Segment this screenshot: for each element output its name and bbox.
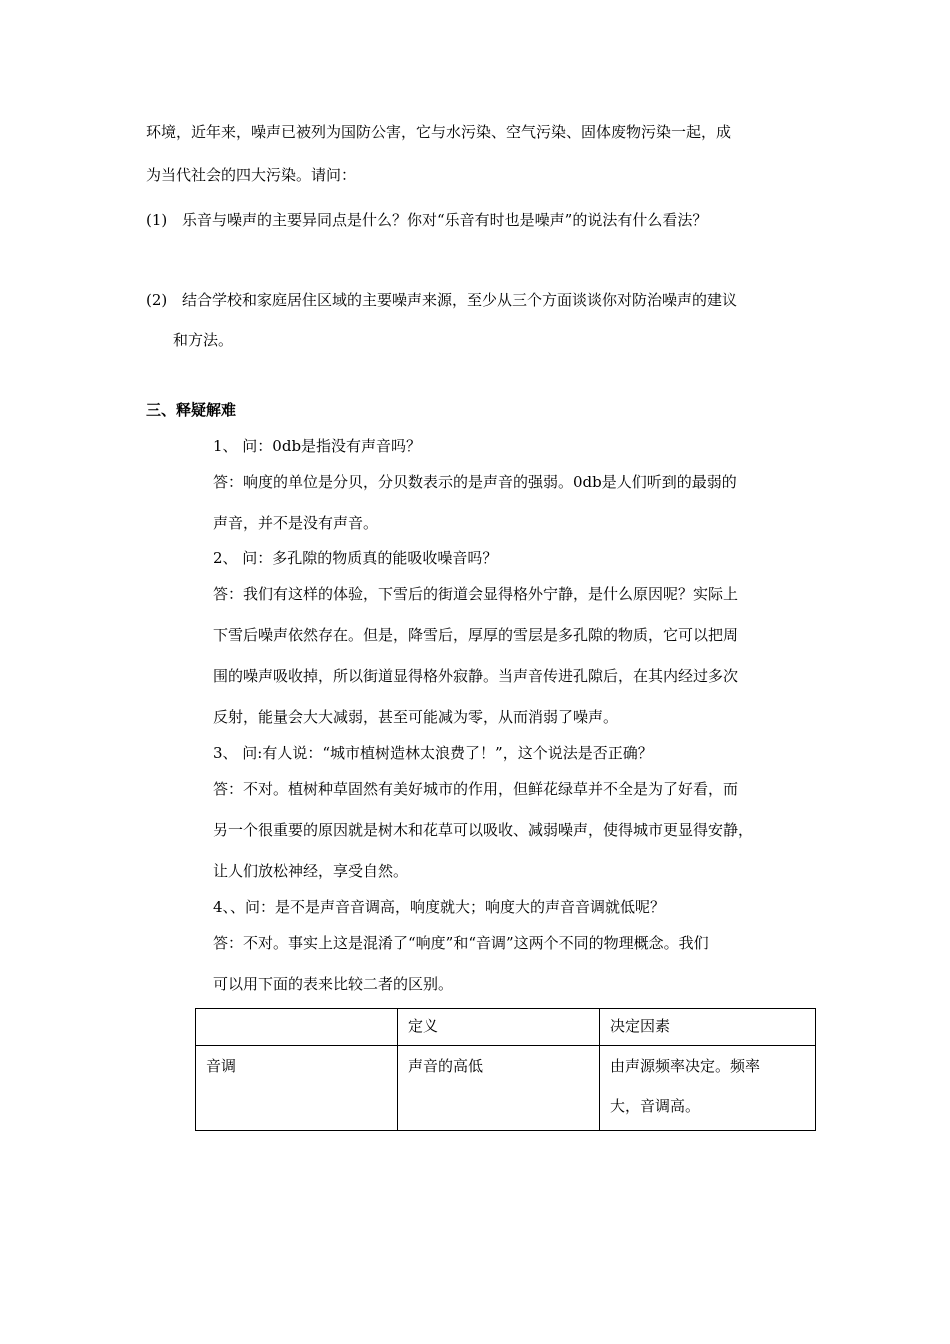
table-cell-factor: [600, 1046, 816, 1131]
qa-4-answer-line-1: 答：不对。事实上这是混淆了“响度”和“音调”这两个不同的物理概念。我们: [213, 934, 709, 952]
table-header-definition: 定义: [398, 1009, 600, 1046]
qa-1-answer-line-2: 声音，并不是没有声音。: [213, 514, 379, 532]
qa-4-answer-line-2: 可以用下面的表来比较二者的区别。: [213, 975, 454, 993]
qa-2-answer-line-3: 围的噪声吸收掉，所以街道显得格外寂静。当声音传进孔隙后，在其内经过多次: [213, 667, 739, 685]
qa-1-answer-line-1: 答：响度的单位是分贝，分贝数表示的是声音的强弱。0db是人们听到的最弱的: [213, 473, 737, 491]
table-header-empty: [196, 1009, 398, 1046]
question-1-number: (1): [146, 211, 168, 229]
qa-3-answer-line-1: 答：不对。植树种草固然有美好城市的作用，但鲜花绿草并不全是为了好看，而: [213, 780, 739, 798]
intro-line-1: 环境，近年来，噪声已被列为国防公害，它与水污染、空气污染、固体废物污染一起，成: [146, 123, 732, 141]
table-cell-name: 音调: [196, 1046, 398, 1131]
question-2-continuation: 和方法。: [173, 331, 234, 349]
table-header-row: [196, 1009, 816, 1046]
intro-line-2: 为当代社会的四大污染。请问：: [146, 166, 357, 184]
qa-2-answer-line-2: 下雪后噪声依然存在。但是，降雪后，厚厚的雪层是多孔隙的物质，它可以把周: [213, 626, 739, 644]
question-2-number: (2): [146, 291, 168, 309]
table-cell-factor-line-2: 大，音调高。: [610, 1097, 701, 1115]
table-row: [196, 1046, 816, 1131]
qa-1-question: 1、 问：0db是指没有声音吗？: [213, 437, 422, 455]
qa-3-answer-line-3: 让人们放松神经，享受自然。: [213, 862, 409, 880]
table-cell-definition: 声音的高低: [398, 1046, 600, 1131]
table-cell-factor-line-1: 由声源频率决定。频率: [610, 1057, 761, 1075]
section-heading: 三、释疑解难: [146, 401, 237, 419]
qa-2-question: 2、 问：多孔隙的物质真的能吸收噪音吗？: [213, 549, 498, 567]
comparison-table: [195, 1008, 816, 1131]
qa-2-answer-line-1: 答：我们有这样的体验，下雪后的街道会显得格外宁静，是什么原因呢？实际上: [213, 585, 739, 603]
table-header-factor: 决定因素: [600, 1009, 816, 1046]
qa-3-question: 3、 问:有人说：“城市植树造林太浪费了！”，这个说法是否正确？: [213, 744, 653, 762]
qa-2-answer-line-4: 反射，能量会大大减弱，甚至可能减为零，从而消弱了噪声。: [213, 708, 619, 726]
qa-4-question: 4、、问：是不是声音音调高，响度就大；响度大的声音音调就低呢？: [213, 898, 666, 916]
question-2-text: 结合学校和家庭居住区域的主要噪声来源，至少从三个方面谈谈你对防治噪声的建议: [182, 291, 738, 309]
question-1-text: 乐音与噪声的主要异同点是什么？你对“乐音有时也是噪声”的说法有什么看法？: [182, 211, 708, 229]
qa-3-answer-line-2: 另一个很重要的原因就是树木和花草可以吸收、减弱噪声，使得城市更显得安静，: [213, 821, 754, 839]
